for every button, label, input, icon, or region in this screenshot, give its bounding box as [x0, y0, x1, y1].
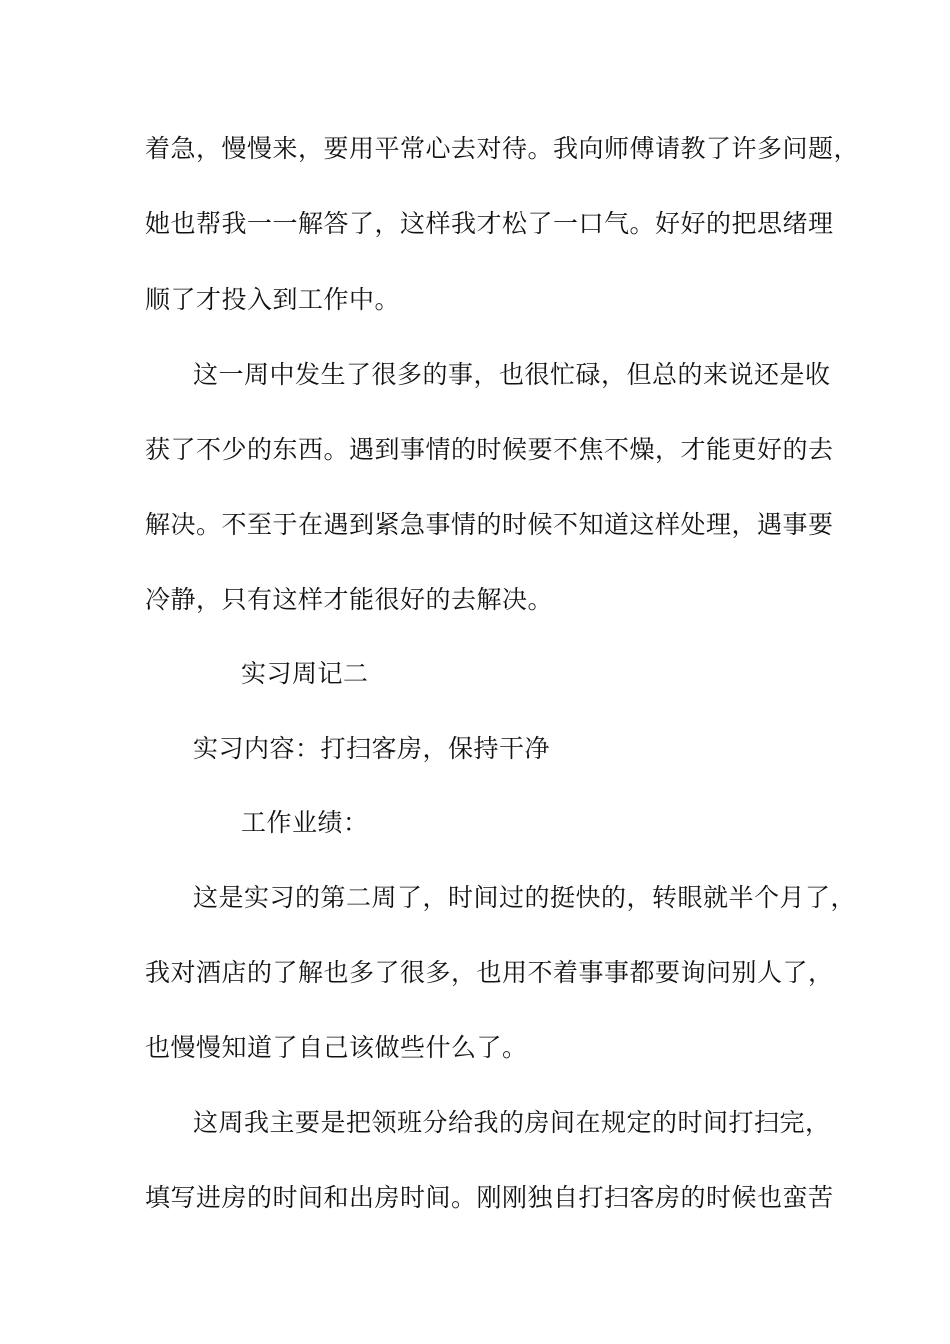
paragraph-line: 着急，慢慢来，要用平常心去对待。我向师傅请教了许多问题， [145, 134, 860, 163]
paragraph-line: 解决。不至于在遇到紧急事情的时候不知道这样处理，遇事要 [145, 510, 834, 539]
paragraph-line: 她也帮我一一解答了，这样我才松了一口气。好好的把思绪理 [145, 209, 834, 238]
paragraph-line: 这周我主要是把领班分给我的房间在规定的时间打扫完， [193, 1108, 831, 1137]
internship-content-line: 实习内容：打扫客房，保持干净 [193, 734, 551, 763]
paragraph-line: 这一周中发生了很多的事，也很忙碌，但总的来说还是收 [193, 360, 831, 389]
paragraph-line: 顺了才投入到工作中。 [145, 285, 401, 314]
section-title: 实习周记二 [241, 659, 369, 688]
paragraph-line: 也慢慢知道了自己该做些什么了。 [145, 1033, 528, 1062]
work-performance-heading: 工作业绩： [241, 808, 369, 837]
paragraph-line: 填写进房的时间和出房时间。刚刚独自打扫客房的时候也蛮苦 [145, 1183, 834, 1212]
paragraph-line: 获了不少的东西。遇到事情的时候要不焦不燥，才能更好的去 [145, 435, 834, 464]
paragraph-line: 这是实习的第二周了，时间过的挺快的，转眼就半个月了， [193, 883, 857, 912]
paragraph-line: 冷静，只有这样才能很好的去解决。 [145, 585, 554, 614]
paragraph-line: 我对酒店的了解也多了很多，也用不着事事都要询问别人了， [145, 958, 834, 987]
